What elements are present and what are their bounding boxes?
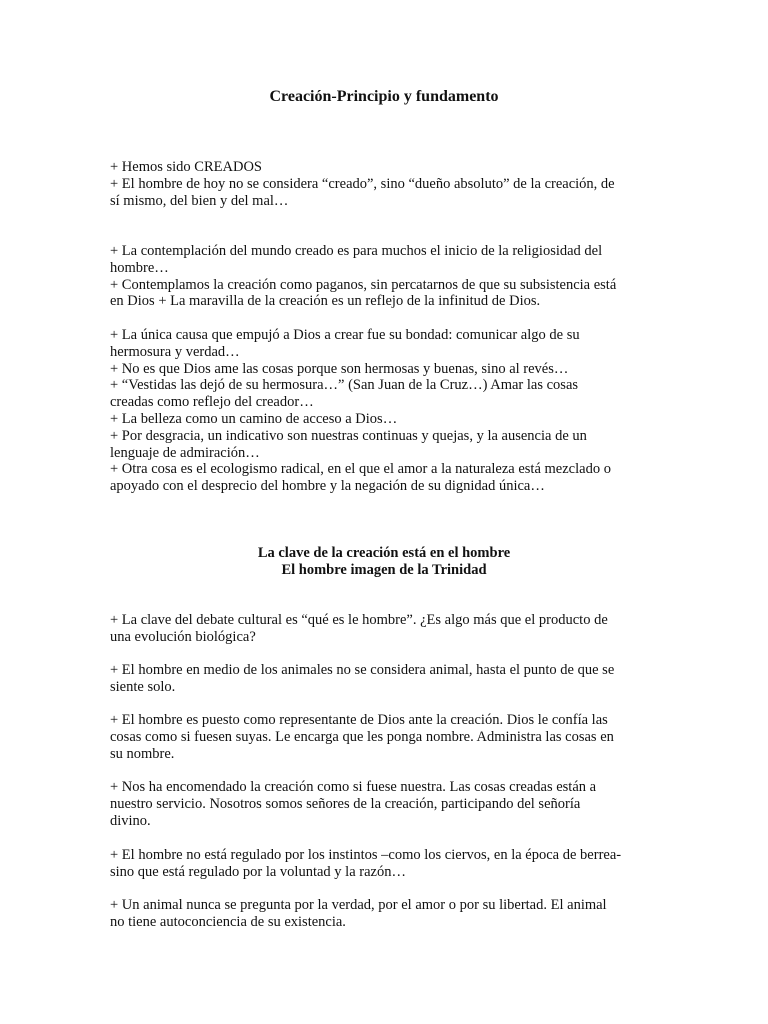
paragraph [110, 897, 658, 931]
section-heading [110, 545, 658, 579]
text-line: + El hombre de hoy no se considera “creado”, sino “dueño absoluto” de la creación, de [110, 175, 615, 192]
text-line: una evolución biológica? [110, 628, 256, 645]
paragraph [110, 712, 658, 762]
text-line: divino. [110, 812, 151, 829]
text-line: su nombre. [110, 745, 175, 762]
text-line: + No es que Dios ame las cosas porque son hermosas y buenas, sino al revés… [110, 360, 569, 377]
text-line: + “Vestidas las dejó de su hermosura…” (San Juan de la Cruz…) Amar las cosas [110, 377, 579, 394]
heading-line: El hombre imagen de la Trinidad [281, 562, 487, 578]
text-line: lenguaje de admiración… [110, 444, 260, 461]
heading-line: La clave de la creación está en el hombre [257, 545, 511, 561]
text-line: apoyado con el desprecio del hombre y la negación de su dignidad única… [110, 478, 545, 495]
section-contemplation [110, 243, 658, 310]
text-line: + El hombre es puesto como representante de Dios ante la creación. Dios le confía las [110, 712, 608, 728]
text-line: sí mismo, del bien y del mal… [110, 192, 289, 209]
text-line: hermosura y verdad… [110, 343, 240, 360]
text-line: + El hombre no está regulado por los instintos –como los ciervos, en la época de berrea- [110, 847, 622, 863]
text-line: en Dios + La maravilla de la creación es un reflejo de la infinitud de Dios. [110, 293, 541, 310]
text-line: + Un animal nunca se pregunta por la verdad, por el amor o por su libertad. El animal [110, 897, 607, 913]
section-goodness [110, 327, 658, 495]
text-line: + La belleza como un camino de acceso a Dios… [110, 410, 398, 427]
text-line: creadas como reflejo del creador… [110, 394, 314, 411]
text-line: + La única causa que empujó a Dios a crear fue su bondad: comunicar algo de su [110, 327, 580, 343]
text-line: nuestro servicio. Nosotros somos señores de la creación, participando del señoría [110, 795, 581, 812]
document-title: Creación-Principio y fundamento [269, 88, 499, 105]
text-line: + El hombre en medio de los animales no se considera animal, hasta el punto de que se [110, 662, 615, 678]
text-line: + La clave del debate cultural es “qué es le hombre”. ¿Es algo más que el producto de [110, 612, 608, 628]
text-line: + Hemos sido CREADOS [110, 159, 262, 175]
paragraph [110, 847, 658, 881]
text-line: + La contemplación del mundo creado es para muchos el inicio de la religiosidad del [110, 243, 603, 259]
text-line: hombre… [110, 259, 169, 276]
paragraph [110, 612, 658, 646]
text-line: + Otra cosa es el ecologismo radical, en el que el amor a la naturaleza está mezclado o [110, 461, 611, 478]
text-line: + Nos ha encomendado la creación como si fuese nuestra. Las cosas creadas están a [110, 779, 597, 795]
paragraph [110, 779, 658, 829]
text-line: no tiene autoconciencia de su existencia. [110, 913, 346, 930]
text-line: + Por desgracia, un indicativo son nuestras continuas y quejas, y la ausencia de un [110, 427, 587, 444]
paragraph [110, 662, 658, 696]
text-line: sino que está regulado por la voluntad y la razón… [110, 863, 406, 880]
text-line: siente solo. [110, 678, 176, 695]
section-intro [110, 159, 658, 209]
text-line: cosas como si fuesen suyas. Le encarga que les ponga nombre. Administra las cosas en [110, 728, 614, 745]
text-line: + Contemplamos la creación como paganos, sin percatarnos de que su subsistencia está [110, 276, 617, 293]
